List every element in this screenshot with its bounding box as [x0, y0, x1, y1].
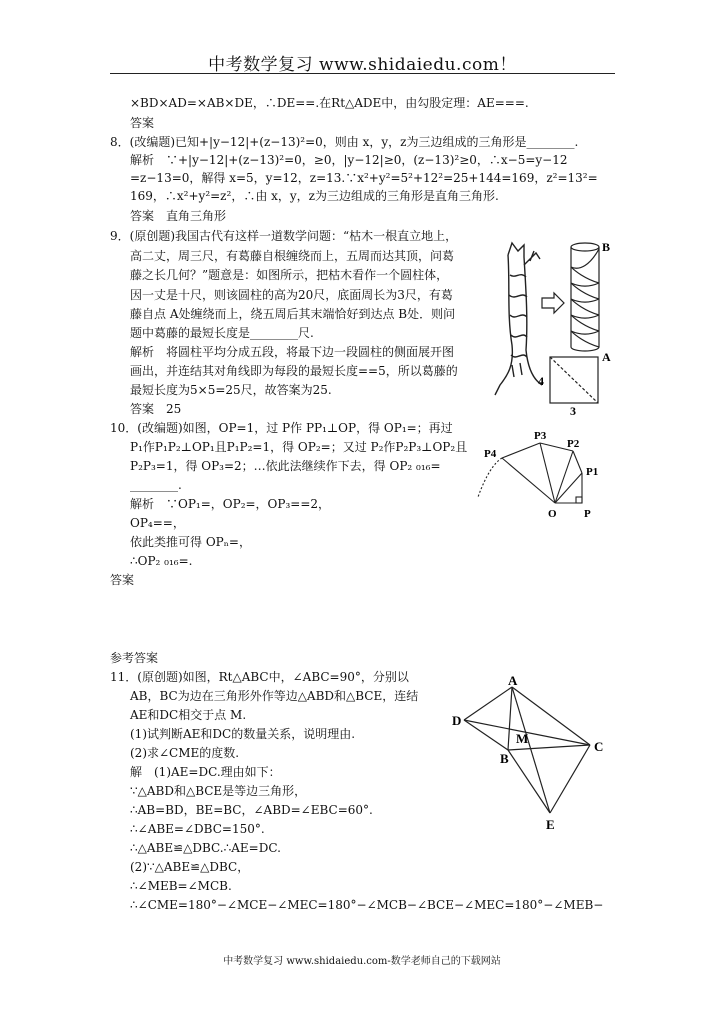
- label-B: B: [500, 751, 509, 766]
- text-line: ∴△ABE≌△DBC.∴AE=DC.: [130, 841, 281, 855]
- text-line: 依此类推可得 OPₙ=，: [130, 535, 251, 549]
- label-P: P: [584, 508, 591, 520]
- text-line: ∴∠MEB=∠MCB.: [130, 879, 232, 893]
- triangle-figure: [450, 675, 615, 835]
- text-line: 解析 ∵OP₁=，OP₂=，OP₃==2，: [130, 497, 331, 511]
- text-line: 题中葛藤的最短长度是________尺.: [130, 326, 314, 340]
- text-line: ∴AB=BD，BE=BC，∠ABD=∠EBC=60°.: [130, 803, 373, 817]
- text-line: 藤自点 A处缠绕而上，绕五周后其末端恰好到达点 B处．则问: [130, 307, 456, 321]
- text-line: 因一丈是十尺，则该圆柱的高为20尺，底面周长为3尺，有葛: [130, 288, 453, 302]
- text-line: 画出，并连结其对角线即为每段的最短长度==5，所以葛藤的: [130, 364, 458, 378]
- text-line: 解析 ∵+|y−12|+(z−13)²=0，≥0，|y−12|≥0，(z−13)²≥0，∴x−5=y−12: [130, 153, 568, 167]
- cylinder: [571, 243, 599, 351]
- label-M: M: [516, 731, 529, 746]
- text-line: AE和DC相交于点 M.: [130, 708, 247, 722]
- text-line: AB，BC为边在三角形外作等边△ABD和△BCE，连结: [130, 689, 419, 703]
- text-line: ∴∠ABE=∠DBC=150°.: [130, 822, 265, 836]
- page-header: 中考数学复习 www.shidaiedu.com！: [208, 55, 517, 75]
- text-line: P₂P₃=1，得 OP₃=2；…依此法继续作下去，得 OP₂ ₀₁₆=: [130, 459, 441, 473]
- arrow-icon: [542, 293, 564, 313]
- text-line: (2)求∠CME的度数.: [130, 746, 240, 760]
- text-line: (1)试判断AE和DC的数量关系，说明理由.: [130, 727, 356, 741]
- label-C: C: [594, 739, 604, 754]
- text-line: P₁作P₁P₂⊥OP₁且P₁P₂=1，得 OP₂=；又过 P₂作P₂P₃⊥OP₂且: [130, 440, 468, 454]
- answer-label: 答案: [110, 573, 135, 587]
- label-D: D: [452, 713, 462, 728]
- unrolled-rectangle: [550, 357, 598, 403]
- text-line: ×BD×AD=×AB×DE，∴DE==.在Rt△ADE中，由勾股定理：AE===.: [130, 96, 529, 110]
- tree-cylinder-figure: [490, 235, 620, 415]
- text-line: ________.: [130, 478, 182, 492]
- question-8: 8．(改编题)已知+|y−12|+(z−13)²=0，则由 x，y，z为三边组成的三角形是________.: [110, 135, 579, 149]
- text-line: 最短长度为5×5=25尺，故答案为25.: [130, 383, 332, 397]
- text-line: OP₄==，: [130, 516, 185, 530]
- text-line: (2)∵△ABE≌△DBC，: [130, 860, 250, 874]
- label-A: A: [602, 350, 611, 364]
- text-line: 解析 将圆柱平均分成五段，将最下边一段圆柱的侧面展开图: [130, 345, 455, 359]
- text-line: 解 (1)AE=DC.理由如下：: [130, 765, 281, 779]
- label-bottom-3: 3: [570, 404, 576, 415]
- label-A: A: [508, 675, 518, 688]
- section-heading: 参考答案: [110, 651, 159, 665]
- label-P1: P1: [586, 466, 599, 478]
- text-line: ∴OP₂ ₀₁₆=.: [130, 554, 193, 568]
- text-line: 高二丈，周三尺，有葛藤自根缠绕而上，五周而达其顶，问葛: [130, 249, 455, 263]
- text-line: 藤之长几何？”题意是：如图所示，把枯木看作一个圆柱体，: [130, 268, 449, 282]
- label-P3: P3: [534, 430, 547, 442]
- page-footer: 中考数学复习 www.shidaiedu.com-数学老师自己的下载网站: [223, 956, 501, 967]
- text-line: ∴∠CME=180°−∠MCE−∠MEC=180°−∠MCB−∠BCE−∠MEC=180°−∠MEB−: [130, 898, 604, 912]
- answer-label: 答案 25: [130, 402, 182, 416]
- answer-label: 答案: [130, 116, 155, 130]
- label-P2: P2: [567, 438, 580, 450]
- question-9: 9．(原创题)我国古代有这样一道数学问题：“枯木一根直立地上，: [110, 229, 458, 243]
- text-line: 169，∴x²+y²=z²，∴由 x，y，z为三边组成的三角形是直角三角形.: [130, 189, 499, 203]
- text-line: ∵△ABD和△BCE是等边三角形，: [130, 784, 307, 798]
- text-line: =z−13=0，解得 x=5，y=12，z=13.∵x²+y²=5²+12²=25+144=169，z²=13²=: [130, 171, 598, 185]
- answer-label: 答案 直角三角形: [130, 209, 227, 223]
- header-rule: [110, 73, 615, 74]
- question-10: 10．(改编题)如图，OP=1，过 P作 PP₁⊥OP，得 OP₁=；再过: [110, 421, 453, 435]
- tree-trunk-drawing: [495, 243, 542, 395]
- label-O: O: [548, 508, 557, 520]
- label-E: E: [546, 817, 555, 832]
- question-11: 11．(原创题)如图，Rt△ABC中，∠ABC=90°，分别以: [110, 670, 409, 684]
- label-side-4: 4: [538, 374, 544, 388]
- label-B: B: [602, 240, 611, 254]
- spiral-figure: [470, 425, 620, 525]
- label-P4: P4: [484, 448, 497, 460]
